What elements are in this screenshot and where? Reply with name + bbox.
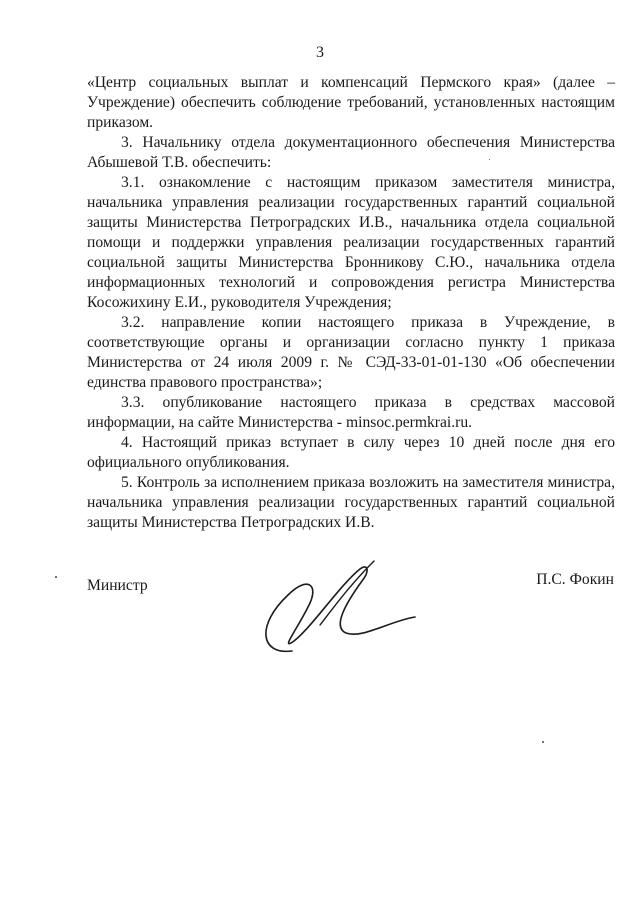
paragraph-intro: «Центр социальных выплат и компенсаций Пермского края» (далее – Учреждение) обеспечить соблюдение требований, установленных настоящим приказом.: [87, 74, 615, 131]
scan-speck: [55, 576, 57, 578]
signer-name: П.С. Фокин: [536, 571, 614, 588]
paragraph-4: 4. Настоящий приказ вступает в силу через 10 дней после дня его официального опубликования.: [87, 434, 615, 471]
scan-speck: [542, 741, 544, 743]
document-body: [87, 73, 615, 533]
paragraph-5: 5. Контроль за исполнением приказа возложить на заместителя министра, начальника управления реализации государственных гарантий социальной защиты Министерства Петроградских И.В.: [87, 474, 615, 531]
paragraph-3-3: 3.3. опубликование настоящего приказа в средствах массовой информации, на сайте Министерства - minsoc.permkrai.ru.: [87, 394, 615, 431]
paragraph-3-1: 3.1. ознакомление с настоящим приказом заместителя министра, начальника управления реализации государственных гарантий социальной защиты Министерства Петроградских И.В., начальника отдела социальной помощи и поддержки управления реализации государственных гарантий социальной защиты Министерства Бронникову С.Ю., начальника отдела информационных технологий и сопровождения регистра Министерства Косожихину Е.И., руководителя Учреждения;: [87, 174, 615, 311]
page-number: 3: [316, 44, 324, 61]
paragraph-3: 3. Начальнику отдела документационного обеспечения Министерства Абышевой Т.В. обеспечить:: [87, 134, 615, 171]
position-title: Министр: [87, 577, 148, 594]
handwritten-signature: [250, 555, 420, 665]
paragraph-3-2: 3.2. направление копии настоящего приказа в Учреждение, в соответствующие органы и организации согласно пункту 1 приказа Министерства от 24 июля 2009 г. № СЭД-33-01-01-130 «Об обеспечении единства правового пространства»;: [87, 314, 615, 391]
scan-speck: [489, 159, 490, 160]
